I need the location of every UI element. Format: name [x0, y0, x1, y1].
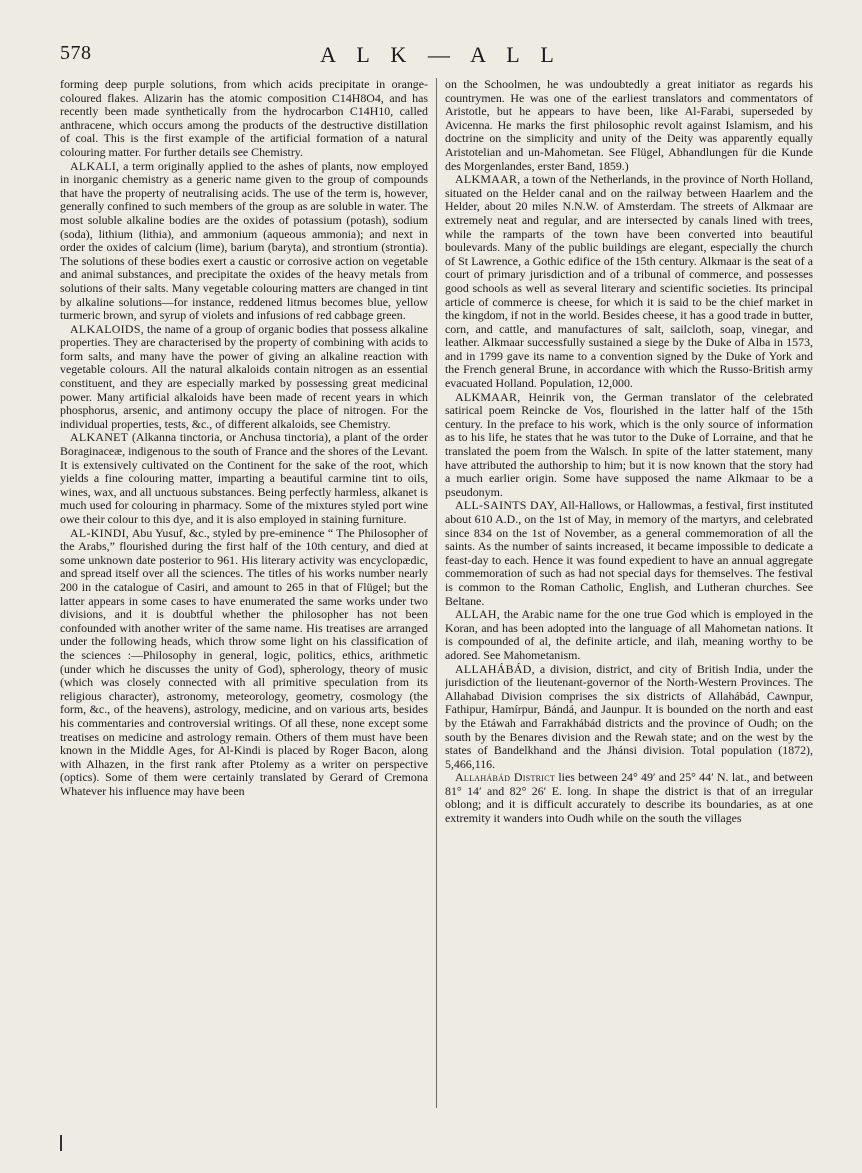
entry-text: the Arabic name for the one true God which is employed in the Koran, and has been adopted into the language of all Mahometan nations. It is compounded of al, the definite article, and ilah, meaning worthy to be adored. See Mahometanism.	[445, 607, 813, 662]
continued-paragraph: forming deep purple solutions, from which acids precipitate in orange-coloured flakes. Alizarin has the atomic composition C14H8O4, and has recently been made synthetically from the hydrocarbon C14H10, called anthracene, which occurs among the products of the destructive distillation of coal. This is the first example of the artificial formation of a natural colouring matter. For further details see Chemistry.	[60, 78, 428, 159]
entry-text: the name of a group of organic bodies that possess alkaline properties. They are characterised by the property of combining with acids to form salts, and many have the power of giving an alkaline reaction with vegetable colours. All the natural alkaloids contain nitrogen as an essential constituent, and they are especially marked by possessing great medicinal power. Many artificial alkaloids have been made of recent years in which phosphorus, arsenic, and antimony occupy the place of nitrogen. For the individual properties, tests, &c., of different alkaloids, see Chemistry.	[60, 321, 428, 431]
headword: ALKALI,	[70, 158, 120, 173]
headword: ALL-SAINTS DAY,	[455, 498, 558, 513]
margin-mark	[60, 1135, 62, 1151]
entry-text: All-Hallows, or Hallowmas, a festival, first instituted about 610 A.D., on the 1st of May, in memory of the martyrs, and celebrated since 834 on the 1st of November, as a general commemoration of all the saints. As the number of saints increased, it became impossible to dedicate a feast-day to each. Hence it was found expedient to have an annual aggregate commemoration of such as had not special days for themselves. The festival is common to the Roman Catholic, English, and Lutheran churches. See Beltane.	[445, 498, 813, 608]
entry-text: lies between 24° 49′ and 25° 44′ N. lat., and between 81° 14′ and 82° 26′ E. long. In shape the district is that of an irregular oblong; and it is difficult accurately to describe its boundaries, as at one extremity it wanders into Oudh while on the south the villages	[445, 770, 813, 826]
right-column	[445, 78, 813, 1158]
page-number: 578	[60, 42, 92, 64]
headword: ALKALOIDS,	[70, 321, 145, 336]
entry-text: a division, district, and city of British India, under the jurisdiction of the lieutenant-governor of the North-Western Provinces. The Allahabad Division comprises the six districts of Allahábád, Cawnpur, Fathipur, Hamírpur, Bándá, and Jaunpur. It is bounded on the north and east by the Etáwah and Farrakhábád districts and the province of Oudh; on the south by the Benares division and the Rewah state; and on the west by the states of Bandelkhand and the Jhánsi division. Total population (1872), 5,466,116.	[445, 661, 813, 771]
headword: ALLAH,	[455, 607, 501, 622]
headword: ALKMAAR,	[455, 389, 521, 404]
left-column	[60, 78, 428, 1158]
column-divider	[436, 78, 437, 1108]
entry-alkanet	[60, 431, 428, 526]
headword: AL-KINDI,	[70, 525, 130, 540]
headword: ALKMAAR,	[455, 172, 521, 187]
entry-allah	[445, 608, 813, 662]
entry-text: a term originally applied to the ashes of plants, now employed in inorganic chemistry as a generic name given to the group of compounds that have the property of neutralising acids. The use of the term is, however, generally confined to such members of the group as are soluble in water. The most soluble alkaline bodies are the oxides of potassium (potash), sodium (soda), lithium (lithia), and ammonium (aqueous ammonia); and next in order the oxides of calcium (lime), barium (baryta), and strontium (strontia). The solutions of these bodies exert a caustic or corrosive action on vegetable and animal substances, and precipitate the oxides of the heavy metals from solutions of their salts. Many vegetable colouring matters are changed in tint by alkaline solutions—for instance, reddened litmus becomes blue, yellow turmeric brown, and syrup of violets and infusions of red cabbage green.	[60, 158, 428, 323]
page-header	[60, 42, 822, 72]
entry-alkmaar-heinrik	[445, 391, 813, 500]
entry-all-saints-day	[445, 499, 813, 608]
entry-alkali	[60, 160, 428, 323]
headword: Allahábád District	[455, 770, 556, 785]
entry-text: Heinrik von, the German translator of the celebrated satirical poem Reincke de Vos, flourished in the latter half of the 15th century. In the preface to his work, which is the only source of information as to his life, he states that he was tutor to the Duke of Lorraine, and that he translated the poem from the Walsch. In spite of the latter statement, many have attributed the authorship to him; but it is now known that the story had a much earlier origin. Some have supposed the name Alkmaar to be a pseudonym.	[445, 389, 813, 499]
entry-alkmaar-town	[445, 173, 813, 391]
entry-allahabad	[445, 663, 813, 772]
entry-text: a town of the Netherlands, in the province of North Holland, situated on the Helder canal and on the railway between Haarlem and the Helder, about 20 miles N.N.W. of Amsterdam. The streets of Alkmaar are extremely neat and regular, and are intersected by canals lined with trees, while the ramparts of the town have been converted into beautiful boulevards. Many of the public buildings are elegant, especially the church of St Lawrence, a Gothic edifice of the 15th century. Alkmaar is the seat of a court of primary jurisdiction and of a tribunal of commerce, and possesses good schools as well as several literary and scientific societies. Its principal article of commerce is cheese, for which it is said to be the chief market in the kingdom, if not in the world. Besides cheese, it has a good trade in butter, corn, and cattle, and manufactures of salt, sailcloth, soap, vinegar, and leather. Alkmaar successfully sustained a siege by the Duke of Alba in 1573, and in 1799 gave its name to a convention signed by the Duke of York and the French general Brune, in accordance with which the Russo-British army evacuated Holland. Population, 12,000.	[445, 172, 813, 391]
entry-alkaloids	[60, 323, 428, 432]
entry-al-kindi	[60, 527, 428, 799]
headword: ALLAHÁBÁD,	[455, 661, 535, 676]
headword: ALKANET	[70, 430, 129, 445]
entry-text: (Alkanna tinctoria, or Anchusa tinctoria), a plant of the order Boraginaceæ, indigenous to the south of France and the shores of the Levant. It is extensively cultivated on the Continent for the sake of the root, which yields a fine colouring matter, imparting a beautiful carmine tint to oils, wines, wax, and all unctuous substances. Being perfectly harmless, alkanet is much used for colouring in pharmacy. Some of the mixtures styled port wine owe their colour to this dye, and it is also employed in staining furniture.	[60, 430, 428, 526]
continued-paragraph: on the Schoolmen, he was undoubtedly a great initiator as regards his countrymen. He was one of the earliest translators and commentators of Aristotle, but he appears to have been, like Al-Farabi, superseded by Avicenna. He marks the first philosophic revolt against Islamism, and his doctrine on the simplicity and unity of the Deity was apparently equally Aristotelian and un-Mahometan. See Flügel, Abhandlungen für die Kunde des Morgenlandes, erster Band, 1859.)	[445, 78, 813, 173]
text-columns	[60, 78, 830, 1158]
running-title: A L K — A L L	[320, 42, 562, 67]
entry-text: Abu Yusuf, &c., styled by pre-eminence “ The Philosopher of the Arabs,” flourished during the first half of the 10th century, and died at some unknown date posterior to 961. His literary activity was encyclopædic, and spread itself over all the sciences. The titles of his works number nearly 200 in the catalogue of Casiri, and amount to 265 in that of Flügel; but the latter appears in some cases to have enumerated the same works under two divisions, and it is doubtful whether the philosopher has not been confounded with another writer of the same name. His treatises are arranged under the following heads, which throw some light on his classification of the sciences :—Philosophy in general, logic, politics, ethics, arithmetic (under which he discusses the unity of God), spherology, theory of music (which was closely connected with all primitive speculation from its religious character), astronomy, meteorology, geometry, cosmology (the form, &c., of the heavens), astrology, medicine, and on various arts, besides his commentaries and controversial writings. Of all these, none except some treatises on medicine and astrology remain. Others of them must have been known in the Middle Ages, for Al-Kindi is placed by Roger Bacon, along with Alhazen, in the first rank after Ptolemy as a writer on perspective (optics). Some of them were certainly translated by Gerard of Cremona Whatever his influence may have been	[60, 525, 428, 798]
entry-allahabad-district	[445, 771, 813, 825]
